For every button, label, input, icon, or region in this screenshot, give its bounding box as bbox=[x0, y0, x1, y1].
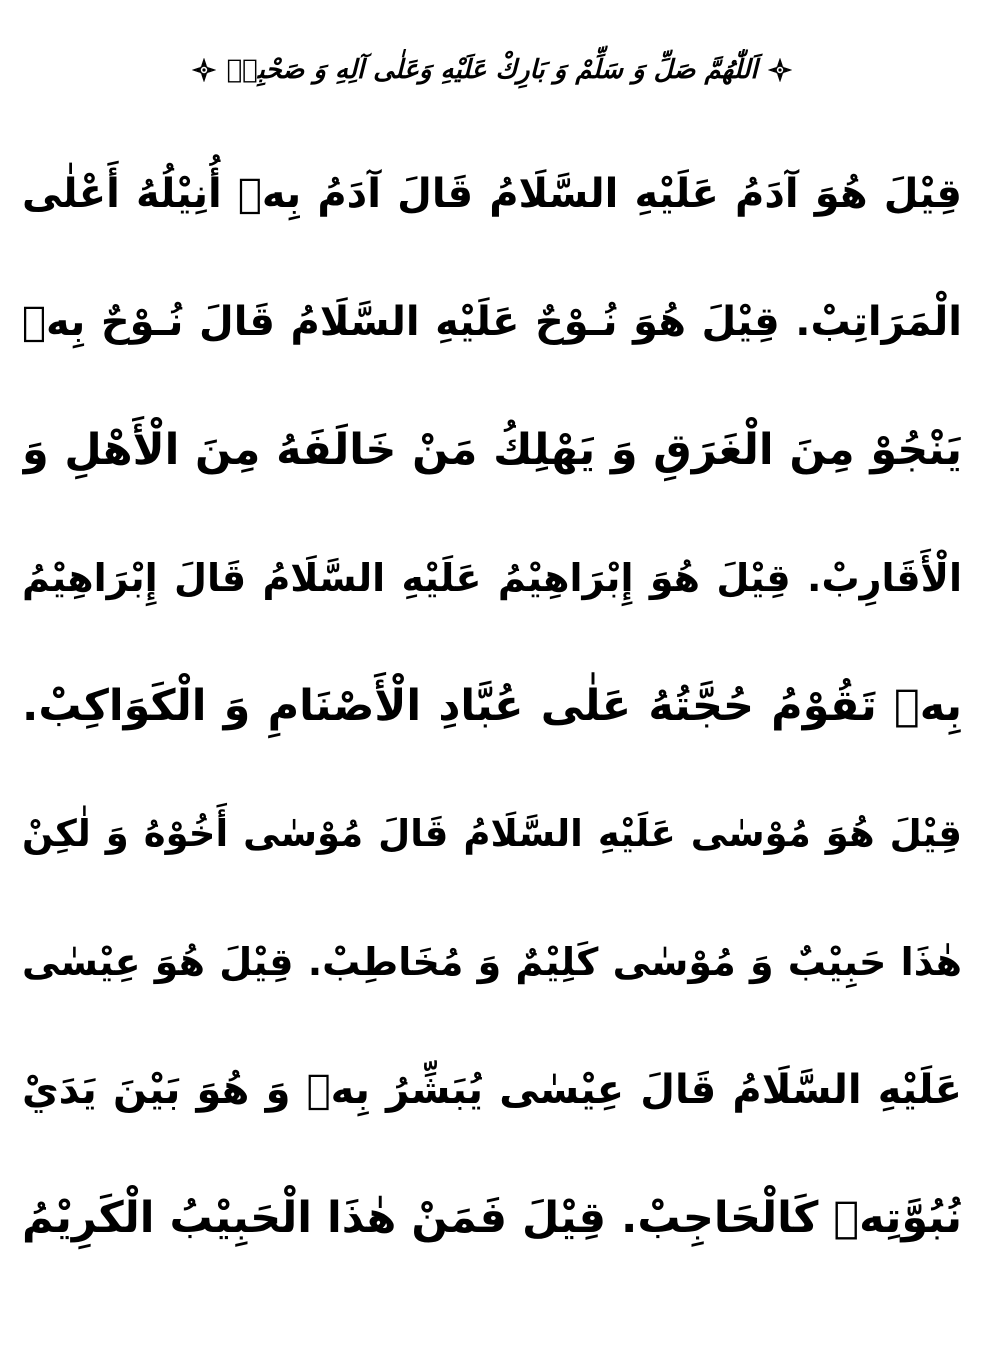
floral-ornament-icon bbox=[768, 58, 792, 82]
text-line-2: الْمَرَاتِبْ. قِيْلَ هُوَ نُـوْحٌ عَلَيْهِ السَّلَامُ قَالَ نُـوْحٌ بِهٖ bbox=[22, 299, 962, 345]
text-line-7: هٰذَا حَبِيْبٌ وَ مُوْسٰى كَلِيْمٌ وَ مُخَاطِبْ. قِيْلَ هُوَ عِيْسٰى bbox=[22, 940, 962, 984]
floral-ornament-icon bbox=[192, 58, 216, 82]
text-line-8: عَلَيْهِ السَّلَامُ قَالَ عِيْسٰى يُبَشِّرُ بِهٖ وَ هُوَ بَيْنَ يَدَيْ bbox=[22, 1067, 962, 1113]
body-text bbox=[22, 130, 962, 1282]
header-text: اَللّٰهُمَّ صَلِّ وَ سَلِّمْ وَ بَارِكْ عَلَيْهِ وَعَلٰى آلِهِ وَ صَحْبِهٖ bbox=[226, 55, 758, 85]
text-line-1: قِيْلَ هُوَ آدَمُ عَلَيْهِ السَّلَامُ قَالَ آدَمُ بِهٖ أُنِيْلُهُ أَعْلٰى bbox=[22, 171, 962, 217]
text-line-5: بِهٖ تَقُوْمُ حُجَّتُهُ عَلٰى عُبَّادِ الْأَصْنَامِ وَ الْكَوَاكِبْ. bbox=[22, 681, 962, 731]
text-line-3: يَنْجُوْ مِنَ الْغَرَقِ وَ يَهْلِكُ مَنْ خَالَفَهُ مِنَ الْأَهْلِ وَ bbox=[22, 425, 962, 475]
text-line-4: الْأَقَارِبْ. قِيْلَ هُوَ إِبْرَاهِيْمُ عَلَيْهِ السَّلَامُ قَالَ إِبْرَاهِيْمُ bbox=[22, 556, 962, 600]
header-blessing bbox=[0, 40, 984, 100]
text-line-6: قِيْلَ هُوَ مُوْسٰى عَلَيْهِ السَّلَامُ قَالَ مُوْسٰى أَخُوْهُ وَ لٰكِنْ bbox=[22, 812, 962, 855]
text-line-9: نُبُوَّتِهٖ كَالْحَاجِبْ. قِيْلَ فَمَنْ هٰذَا الْحَبِيْبُ الْكَرِيْمُ bbox=[22, 1193, 962, 1243]
